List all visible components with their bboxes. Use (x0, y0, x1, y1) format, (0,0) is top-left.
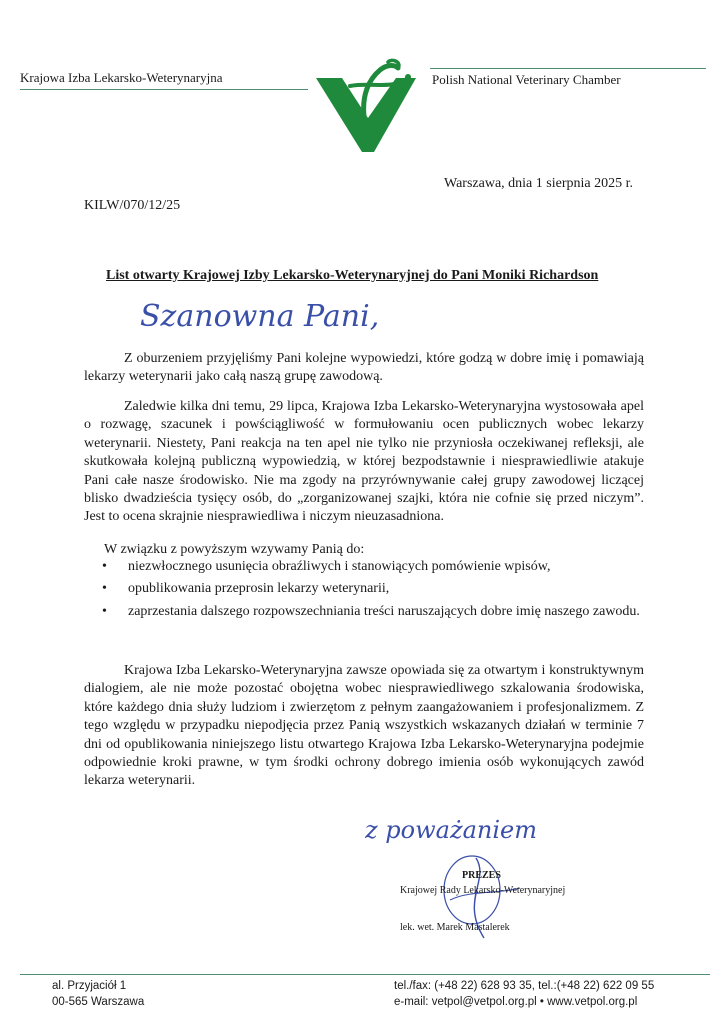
signatory-name: lek. wet. Marek Mastalerek (400, 922, 510, 933)
paragraph-2: Zaledwie kilka dni temu, 29 lipca, Krajowa Izba Lekarsko-Weterynaryjna wystosowała apel o rozwagę, szacunek i powściągliwość w formułowaniu ocen publicznych wobec lekarzy weterynarii. Niestety, Pani reakcja na ten apel nie tylko nie przyniosła oczekiwanej refleksji, ale skutkowała kolejną publiczną wypowiedzią, w której bezpodstawnie i niesprawiedliwie atakuje Pani całe nasze środowisko. Nie ma zgody na przyrównywanie całej grupy zawodowej liczącej blisko dwadzieścia tysięcy osób, do „zorganizowanej szajki, która nie cofnie się przed niczym”. Jest to ocena skrajnie niesprawiedliwa i niczym nieuzasadniona. (84, 399, 644, 525)
footer-address-line2: 00-565 Warszawa (52, 996, 145, 1008)
footer-address-line1: al. Przyjaciół 1 (52, 980, 127, 992)
signatory-role: PREZES (462, 870, 501, 881)
closing-text: z poważaniem (365, 816, 537, 844)
list-item: • opublikowania przeprosin lekarzy weterynarii, (128, 580, 644, 598)
handwritten-closing (365, 810, 585, 850)
paragraph-1: Z oburzeniem przyjęliśmy Pani kolejne wypowiedzi, które godzą w dobre imię i pomawiają lekarzy weterynarii jako całą naszą grupę zawodową. (84, 351, 644, 385)
letter-title: List otwarty Krajowej Izby Lekarsko-Weterynaryjnej do Pani Moniki Richardson (106, 268, 599, 283)
paragraph-3: Krajowa Izba Lekarsko-Weterynaryjna zawsze opowiada się za otwartym i konstruktywnym dialogiem, ale nie może pozostać obojętna wobec niesprawiedliwego szkalowania środowiska, które każdego dnia służy ludziom i zwierzętom z pełnym zaangażowaniem i profesjonalizmem. Z tego względu w przypadku niepodjęcia przez Panią wszystkich wskazanych działań w terminie 7 dni od opublikowania niniejszego listu otwartego Krajowa Izba Lekarsko-Weterynaryjna podejmie odpowiednie kroki prawne, w tym środki ochrony dobrego imienia osób wykonujących zawód lekarza weterynarii. (84, 663, 644, 789)
greeting-text: Szanowna Pani, (140, 299, 380, 334)
footer-rule (20, 974, 710, 975)
letter-date: Warszawa, dnia 1 sierpnia 2025 r. (444, 176, 633, 191)
org-name-english: Polish National Veterinary Chamber (432, 72, 621, 87)
list-item: • zaprzestania dalszego rozpowszechniania treści naruszających dobre imię naszego zawodu. (128, 603, 644, 621)
kilw-logo-icon (312, 56, 422, 156)
header-rule-left (20, 89, 308, 90)
list-intro: W związku z powyższym wzywamy Panią do: (104, 542, 365, 557)
demands-list (84, 558, 644, 625)
handwritten-greeting (140, 290, 380, 340)
org-name-polish: Krajowa Izba Lekarsko-Weterynaryjna (20, 70, 223, 85)
footer-contact: e-mail: vetpol@vetpol.org.pl • www.vetpol.org.pl (394, 996, 638, 1008)
signatory-organization: Krajowej Rady Lekarsko-Weterynaryjnej (400, 885, 566, 896)
header-rule-right (430, 68, 706, 69)
list-item: • niezwłocznego usunięcia obraźliwych i stanowiących pomówienie wpisów, (128, 558, 644, 576)
footer-phone: tel./fax: (+48 22) 628 93 35, tel.:(+48 22) 622 09 55 (394, 980, 655, 992)
letter-reference: KILW/070/12/25 (84, 198, 181, 213)
